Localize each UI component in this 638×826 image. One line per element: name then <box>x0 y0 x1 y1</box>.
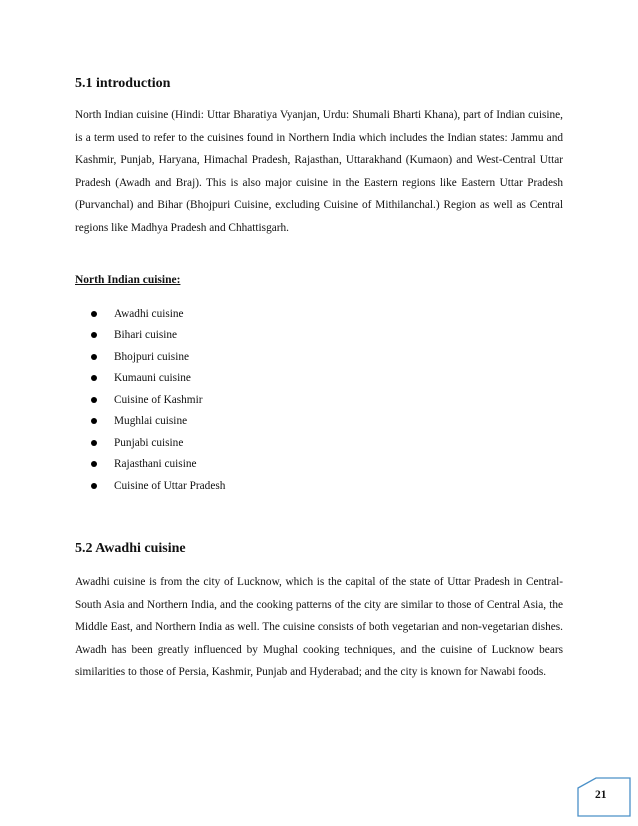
list-item-label: Punjabi cuisine <box>114 436 184 449</box>
page-number-tag <box>574 776 632 818</box>
list-item <box>90 475 225 497</box>
section-heading-introduction: 5.1 introduction <box>75 76 171 91</box>
list-item-label: Mughlai cuisine <box>114 415 188 428</box>
list-item-label: Bihari cuisine <box>114 329 178 342</box>
bullet-icon <box>91 440 97 446</box>
list-item <box>90 454 225 476</box>
bullet-icon <box>91 397 97 403</box>
section-heading-awadhi-cuisine: 5.2 Awadhi cuisine <box>75 541 186 556</box>
list-item-label: Awadhi cuisine <box>114 307 184 320</box>
bullet-icon <box>91 418 97 424</box>
page-number: 21 <box>595 789 607 801</box>
list-item-label: Rajasthani cuisine <box>114 458 197 471</box>
list-item-label: Cuisine of Uttar Pradesh <box>114 479 226 492</box>
north-indian-cuisine-list-title: North Indian cuisine: <box>75 274 181 286</box>
list-item <box>90 346 225 368</box>
list-item-label: Cuisine of Kashmir <box>114 393 203 406</box>
list-item <box>90 303 225 325</box>
awadhi-cuisine-paragraph: Awadhi cuisine is from the city of Lucknow, which is the capital of the state of Uttar Pradesh in Central-South Asia and Northern India, and the cooking patterns of the city are similar to those of Central Asia, the Middle East, and Northern India as well. The cuisine consists of both vegetarian and non-vegetarian dishes. Awadh has been greatly influenced by Mughal cooking techniques, and the cuisine of Lucknow bears similarities to those of Persia, Kashmir, Punjab and Hyderabad; and the city is known for Nawabi foods. <box>75 576 563 678</box>
list-item-label: Kumauni cuisine <box>114 372 191 385</box>
bullet-icon <box>91 354 97 360</box>
list-item <box>90 432 225 454</box>
list-item <box>90 325 225 347</box>
list-item <box>90 389 225 411</box>
list-item <box>90 411 225 433</box>
list-item-label: Bhojpuri cuisine <box>114 350 189 363</box>
bullet-icon <box>91 375 97 381</box>
bullet-icon <box>91 461 97 467</box>
bullet-icon <box>91 483 97 489</box>
introduction-paragraph: North Indian cuisine (Hindi: Uttar Bharatiya Vyanjan, Urdu: Shumali Bharti Khana), part of Indian cuisine, is a term used to refer to the cuisines found in Northern India which includes the Indian states: Jammu and Kashmir, Punjab, Haryana, Himachal Pradesh, Rajasthan, Uttarakhand (Kumaon) and West-Central Uttar Pradesh (Awadh and Braj). This is also major cuisine in the Eastern regions like Eastern Uttar Pradesh (Purvanchal) and Bihar (Bhojpuri Cuisine, excluding Cuisine of Mithilanchal.) Region as well as Central regions like Madhya Pradesh and Chhattisgarh. <box>75 109 563 234</box>
bullet-icon <box>91 332 97 338</box>
cuisine-list <box>90 303 225 497</box>
bullet-icon <box>91 311 97 317</box>
list-item <box>90 368 225 390</box>
